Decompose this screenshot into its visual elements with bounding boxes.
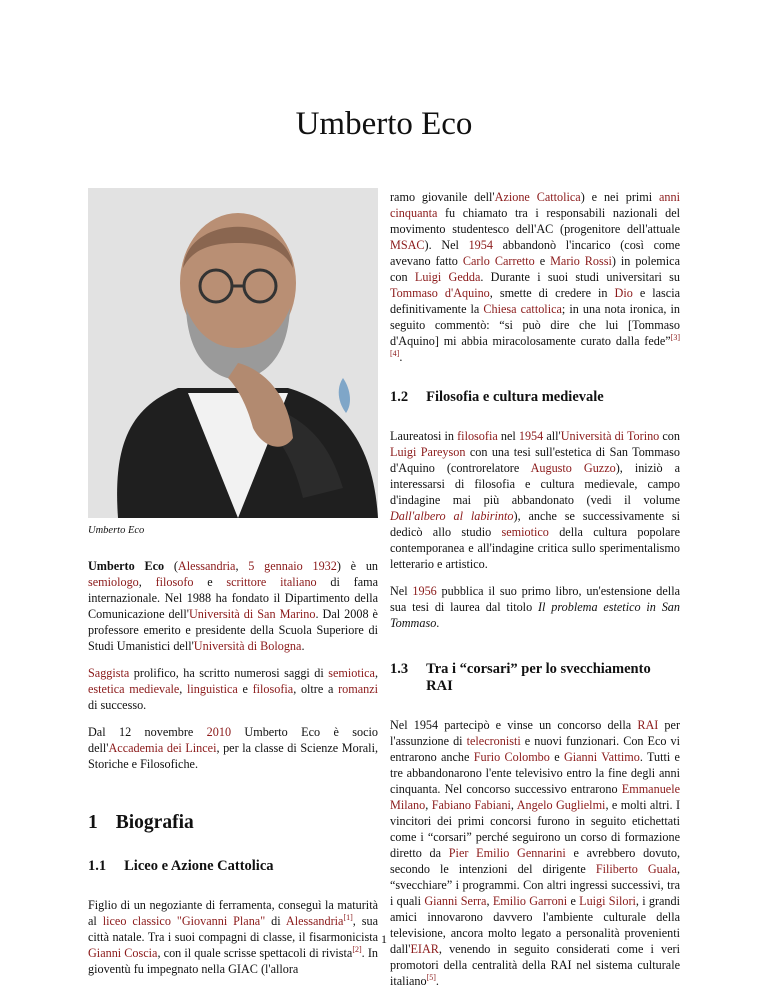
link-msac[interactable]: MSAC [390,238,425,252]
link-gianni-vattimo[interactable]: Gianni Vattimo [563,750,640,764]
lincei-paragraph [88,724,378,772]
text-run: Laureatosi in [390,429,458,443]
text-run: ). Nel [424,238,469,252]
text-run: e nuovi funzionari. Con Eco vi entrarono anche [390,734,680,764]
subsection-number: 1.3 [390,661,409,677]
link-mario-rossi[interactable]: Mario Rossi [550,254,612,268]
text-run: con [659,429,680,443]
text-run: , “svecchiare” i programmi. Con altri ingressi successivi, tra i quali [390,862,680,908]
link-scrittore[interactable]: scrittore [226,575,267,589]
text-run: , [486,894,493,908]
link-alessandria[interactable]: Alessandria [177,559,236,573]
left-column [88,188,378,977]
text-run: , i grandi amici innovarono davvero l'ambiente culturale della televisione, ancora molto legato a personalità provenienti dall' [390,894,681,956]
text-run: Nel [390,584,413,598]
reference-5[interactable]: [5] [426,972,436,982]
text-run: nel [497,429,519,443]
text-run: , venendo in seguito considerati come i veri promotori della centralità della RAI nel sistema culturale italiano [390,942,680,988]
link-gianni-serra[interactable]: Gianni Serra [424,894,487,908]
book-title: Il problema estetico in San Tommaso [390,600,680,630]
text-run: , [374,666,378,680]
text-run: Nel 1954 partecipò e vinse un concorso della [390,718,638,732]
link-carlo-carretto[interactable]: Carlo Carretto [462,254,535,268]
link-birthdate[interactable]: 5 gennaio [248,559,303,573]
link-universita-bologna[interactable]: Università di Bologna [193,639,302,653]
laurea-paragraph [390,428,680,572]
text-run: ) in polemica con [390,254,680,284]
link-1954-2[interactable]: 1954 [518,429,544,443]
text-run: ) è un [336,559,379,573]
text-run: e [567,894,580,908]
ac-paragraph [390,189,680,365]
link-1956[interactable]: 1956 [412,584,437,598]
subsection-heading-liceo [88,858,378,875]
link-linguistica[interactable]: linguistica [187,682,238,696]
link-rai[interactable]: RAI [637,718,659,732]
link-accademia-lincei[interactable]: Accademia dei Lincei [108,741,217,755]
text-run: , [510,798,517,812]
section-title: Biografia [115,812,194,833]
text-run: , sua città natale. Tra i suoi compagni di classe, il fisarmonicista [88,914,378,944]
link-italiano[interactable]: italiano [280,575,317,589]
text-run: , [235,559,249,573]
text-run: e lascia definitivamente la [390,286,681,316]
text-run: . [301,639,305,653]
text-run: fu chiamato tra i responsabili nazionali del movimento studentesco dell'AC (progenitore dell'attuale [390,206,680,236]
text-run: , [425,798,432,812]
subject-name: Umberto Eco [88,559,165,573]
link-alessandria-2[interactable]: Alessandria [285,914,344,928]
text-run: Dal 12 novembre [88,725,207,739]
text-run: Umberto Eco è socio dell' [88,725,378,755]
subsection-number: 1.1 [88,858,107,874]
subsection-title: Tra i “corsari” per lo svecchiamento RAI [426,661,651,694]
link-dio[interactable]: Dio [614,286,633,300]
link-furio-colombo[interactable]: Furio Colombo [473,750,550,764]
subsection-heading-corsari [390,661,680,695]
link-filiberto-guala[interactable]: Filiberto Guala [595,862,677,876]
link-semiologo[interactable]: semiologo [88,575,139,589]
link-semiotica[interactable]: semiotica [328,666,375,680]
link-filosofia-2[interactable]: filosofia [457,429,498,443]
subsection-number: 1.2 [390,389,409,405]
page-title: Umberto Eco [295,106,473,142]
text-run: . [436,616,440,630]
text-run: , [138,575,156,589]
link-luigi-gedda[interactable]: Luigi Gedda [414,270,481,284]
text-run: , oltre a [293,682,339,696]
intro-paragraph [88,558,378,654]
subsection-heading-filosofia [390,389,680,406]
text-run: di fama internazionale. Nel 1988 ha fondato il Dipartimento della Comunicazione dell' [88,575,378,621]
text-run: con una tesi sull'estetica di San Tommaso d'Aquino (controrelatore [390,445,680,475]
link-universita-san-marino[interactable]: Università di San Marino [188,607,316,621]
primo-libro-paragraph [390,583,680,631]
link-gianni-coscia[interactable]: Gianni Coscia [88,946,158,960]
right-column [390,189,680,989]
link-telecronisti[interactable]: telecronisti [466,734,521,748]
text-run: ( [164,559,178,573]
text-run: Figlio di un negoziante di ferramenta, conseguì la maturità al [88,898,378,928]
text-run: e avrebbero dovuto, secondo le intenzioni del dirigente [390,846,680,876]
portrait-photo [88,188,378,518]
text-run: abbandonò l'incarico (così come avevano fatto [390,238,680,268]
section-heading-biografia [88,812,378,834]
text-run: . [435,974,439,988]
text-run: , [179,682,188,696]
text-run: ramo giovanile dell' [390,190,495,204]
link-filosofia[interactable]: filosofia [252,682,294,696]
reference-3-4[interactable]: [3][4] [390,332,680,358]
text-run [266,575,280,589]
text-run: . [399,350,403,364]
text-run: pubblica il suo primo libro, un'estensione della sua tesi di laurea dal titolo [390,584,680,614]
text-run: prolifico, ha scritto numerosi saggi di [129,666,329,680]
rai-paragraph [390,717,680,989]
text-run: di [265,914,286,928]
link-estetica-medievale[interactable]: estetica medievale [88,682,180,696]
photo-caption: Umberto Eco [88,525,145,536]
link-tommaso-aquino[interactable]: Tommaso d'Aquino [390,286,490,300]
link-universita-torino[interactable]: Università di Torino [560,429,660,443]
text-run: ) e nei primi [580,190,660,204]
link-birthyear[interactable]: 1932 [312,559,337,573]
link-fabiano-fabiani[interactable]: Fabiano Fabiani [431,798,511,812]
section-number: 1 [88,812,98,833]
text-run: di successo. [88,698,147,712]
link-anni-cinquanta[interactable]: anni cinquanta [390,190,680,220]
link-pier-emilio-gennarini[interactable]: Pier Emilio Gennarini [448,846,566,860]
text-run: . Durante i suoi studi universitari su [480,270,680,284]
page-number: 1 [381,932,387,946]
text-run: e [237,682,253,696]
link-1954[interactable]: 1954 [468,238,493,252]
link-luigi-pareyson[interactable]: Luigi Pareyson [390,445,466,459]
text-run: , con il quale scrisse spettacoli di rivista [157,946,353,960]
text-run: , per la classe di Scienze Morali, Storiche e Filosofiche. [88,741,378,771]
subsection-title: Filosofia e cultura medievale [426,389,604,405]
text-run: . In gioventù fu impegnato nella GIAC (l'allora [88,946,379,976]
link-angelo-guglielmi[interactable]: Angelo Guglielmi [516,798,606,812]
reference-1[interactable]: [1] [343,912,353,922]
text-run: della cultura popolare contemporanea e all'indagine critica sullo sperimentalismo letterario e artistico. [390,525,680,571]
link-dall-albero-al-labirinto[interactable]: Dall'albero al labirinto [390,509,514,523]
text-run: e [549,750,564,764]
link-romanzi[interactable]: romanzi [338,682,378,696]
link-semiotico[interactable]: semiotico [501,525,549,539]
text-run: , smette di credere in [489,286,615,300]
text-run: ), iniziò a interessarsi di filosofia e cultura medievale, campo d'indagine mai più abbandonato (vedi il volume [390,461,680,507]
link-2010[interactable]: 2010 [206,725,232,739]
link-emmanuele-milano[interactable]: Emmanuele Milano [390,782,680,812]
text-run: ; in una nota ironica, in seguito commentò: “si può dire che lui [Tommaso d'Aquino] mi abbia miracolosamente curato dalla fede” [390,302,680,348]
link-saggista[interactable]: Saggista [88,666,130,680]
text-run: e [193,575,227,589]
subsection-title: Liceo e Azione Cattolica [124,858,274,874]
text-run: . Tutti e tre abbandonarono l'ente televisivo entro la fine degli anni cinquanta. Nel concorso successivo entrarono [390,750,680,796]
link-emilio-garroni[interactable]: Emilio Garroni [492,894,568,908]
text-run: ), anche se successivamente si dedicò allo studio [390,509,680,539]
portrait-illustration [88,188,378,518]
link-chiesa-cattolica[interactable]: Chiesa cattolica [483,302,562,316]
link-liceo-plana[interactable]: liceo classico "Giovanni Plana" [102,914,266,928]
link-luigi-silori[interactable]: Luigi Silori [579,894,636,908]
text-run: , e molti altri. I vincitori dei primi concorsi furono in seguito etichettati come i “corsari” perché seguirono un corso di formazione diretto da [390,798,681,860]
text-run: e [534,254,551,268]
reference-2[interactable]: [2] [352,944,362,954]
link-filosofo[interactable]: filosofo [155,575,194,589]
text-run: per l'assunzione di [390,718,680,748]
link-eiar[interactable]: EIAR [410,942,439,956]
text-run: . Dal 2008 è professore emerito e presidente della Scuola Superiore di Studi Umanistici dell' [88,607,378,653]
link-augusto-guzzo[interactable]: Augusto Guzzo [530,461,616,475]
link-azione-cattolica[interactable]: Azione Cattolica [494,190,581,204]
text-run: all' [543,429,561,443]
works-paragraph [88,665,378,713]
